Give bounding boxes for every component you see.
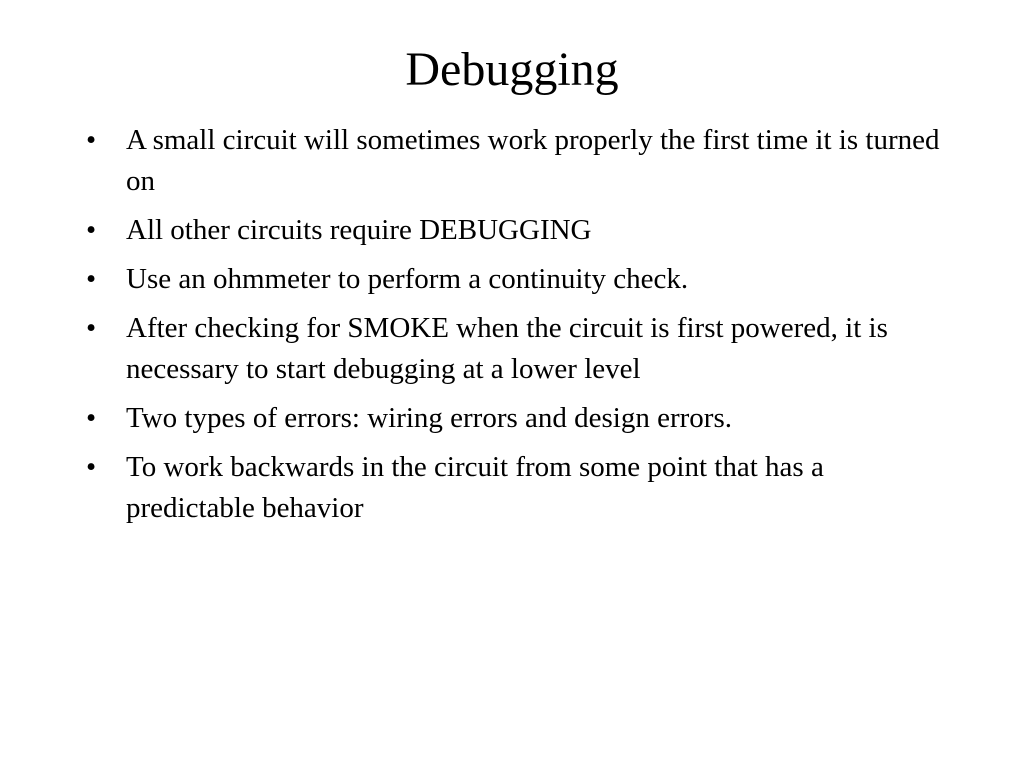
bullet-icon: • <box>86 312 97 344</box>
slide-title: Debugging <box>405 43 619 96</box>
bullet-item <box>86 398 946 439</box>
bullet-list <box>86 120 946 537</box>
bullet-item <box>86 447 946 529</box>
bullet-text: All other circuits require DEBUGGING <box>126 214 592 246</box>
bullet-icon: • <box>86 402 97 434</box>
bullet-text: After checking for SMOKE when the circuit is first powered, it is necessary to start debugging at a lower level <box>126 312 888 385</box>
bullet-item <box>86 210 946 251</box>
bullet-text: A small circuit will sometimes work properly the first time it is turned on <box>126 124 940 197</box>
bullet-icon: • <box>86 124 97 156</box>
bullet-item <box>86 259 946 300</box>
bullet-item <box>86 308 946 390</box>
bullet-icon: • <box>86 214 97 246</box>
bullet-text: Use an ohmmeter to perform a continuity check. <box>126 263 689 295</box>
bullet-text: Two types of errors: wiring errors and design errors. <box>126 402 732 434</box>
bullet-icon: • <box>86 263 97 295</box>
bullet-icon: • <box>86 451 97 483</box>
bullet-text: To work backwards in the circuit from some point that has a predictable behavior <box>126 451 824 524</box>
bullet-item <box>86 120 946 202</box>
